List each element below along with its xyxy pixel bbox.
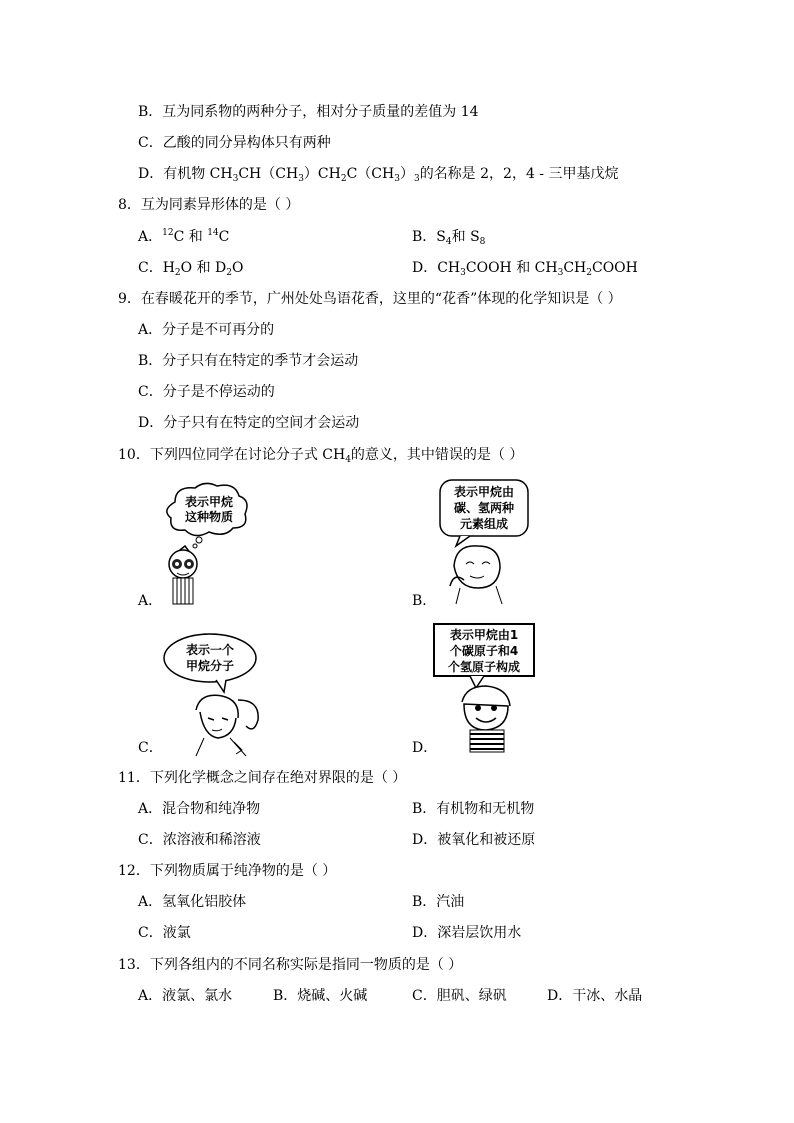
q9-option-b: B．分子只有在特定的季节才会运动 xyxy=(138,353,359,369)
q10-stem: 10．下列四位同学在讨论分子式 $CH_4$的意义，其中错误的是（ ） xyxy=(118,447,524,465)
cloud-bubble-a xyxy=(167,483,247,548)
q11-option-c: C．浓溶液和稀溶液 xyxy=(138,832,261,848)
q10-option-b-label: B． xyxy=(412,593,437,609)
q13-option-b: B．烧碱、火碱 xyxy=(273,988,368,1004)
rect-bubble-b xyxy=(440,480,528,546)
q7-option-c: C．乙酸的同分异构体只有两种 xyxy=(138,135,331,151)
bubble-b-line-2: 碳、氢两种 xyxy=(453,501,515,515)
bubble-a-line-2: 这种物质 xyxy=(184,510,234,524)
q10-option-c-label: C． xyxy=(138,740,163,756)
bubble-d-line-3: 个氢原子构成 xyxy=(447,660,521,674)
q9-option-c: C．分子是不停运动的 xyxy=(138,384,275,400)
q8-option-d: D．$CH_3COOH$ 和 $CH_3CH_2COOH$ xyxy=(412,260,638,278)
cartoon-c-illustration xyxy=(160,630,280,758)
thinking-boy-figure xyxy=(450,546,502,604)
q8-option-a: A．$^{12}$C 和 $^{14}$C xyxy=(138,228,230,245)
girl-with-glasses-figure xyxy=(169,546,197,604)
q12-option-a: A．氢氧化铝胶体 xyxy=(138,894,247,910)
rect-bubble-d xyxy=(434,624,534,688)
q9-option-a: A．分子是不可再分的 xyxy=(138,322,275,338)
bubble-a-line-1: 表示甲烷 xyxy=(184,495,234,509)
q13-option-a: A．液氯、氯水 xyxy=(138,988,233,1004)
q12-option-b: B．汽油 xyxy=(412,894,465,910)
bubble-c-line-2: 甲烷分子 xyxy=(185,659,235,673)
q11-option-a: A．混合物和纯净物 xyxy=(138,801,261,817)
q9-stem: 9．在春暖花开的季节，广州处处鸟语花香，这里的“花香”体现的化学知识是（ ） xyxy=(118,291,622,307)
cartoon-a-illustration xyxy=(155,480,265,610)
q11-option-b: B．有机物和无机物 xyxy=(412,801,535,817)
q8-option-b: B．$S_4$和 $S_8$ xyxy=(412,229,486,247)
q9-option-d: D．分子只有在特定的空间才会运动 xyxy=(138,415,360,431)
q11-option-d: D．被氧化和被还原 xyxy=(412,832,536,848)
bubble-d-line-1: 表示甲烷由1 xyxy=(449,628,519,642)
q11-stem: 11．下列化学概念之间存在绝对界限的是（ ） xyxy=(118,770,407,786)
q12-option-d: D．深岩层饮用水 xyxy=(412,925,522,941)
q13-stem: 13．下列各组内的不同名称实际是指同一物质的是（ ） xyxy=(118,957,463,973)
q8-stem: 8．互为同素异形体的是（ ） xyxy=(118,197,300,213)
smiling-boy-figure xyxy=(462,686,510,752)
q7-option-b: B．互为同系物的两种分子，相对分子质量的差值为 14 xyxy=(138,104,479,120)
q13-option-d: D．干冰、水晶 xyxy=(547,988,643,1004)
q10-option-d-label: D． xyxy=(412,740,438,756)
cartoon-d-illustration xyxy=(430,620,550,756)
q12-stem: 12．下列物质属于纯净物的是（ ） xyxy=(118,863,337,879)
cartoon-b-illustration xyxy=(430,476,550,606)
q13-option-c: C．胆矾、绿矾 xyxy=(412,988,507,1004)
bubble-b-line-3: 元素组成 xyxy=(459,517,509,531)
girl-with-ponytail-figure xyxy=(196,695,258,756)
bubble-c-line-1: 表示一个 xyxy=(185,643,235,657)
bubble-d-line-2: 个碳原子和4 xyxy=(449,644,519,658)
bubble-b-line-1: 表示甲烷由 xyxy=(453,485,515,499)
q12-option-c: C．液氯 xyxy=(138,925,191,941)
oval-bubble-c xyxy=(164,634,256,692)
q8-option-c: C．$H_2O$ 和 $D_2O$ xyxy=(138,260,244,278)
q10-option-a-label: A． xyxy=(138,593,163,609)
q7-option-d: D．有机物 $CH_3CH(CH_3)CH_2C(CH_3)_3$的名称是 2，2，4 - 三甲基戊烷 xyxy=(138,166,619,184)
